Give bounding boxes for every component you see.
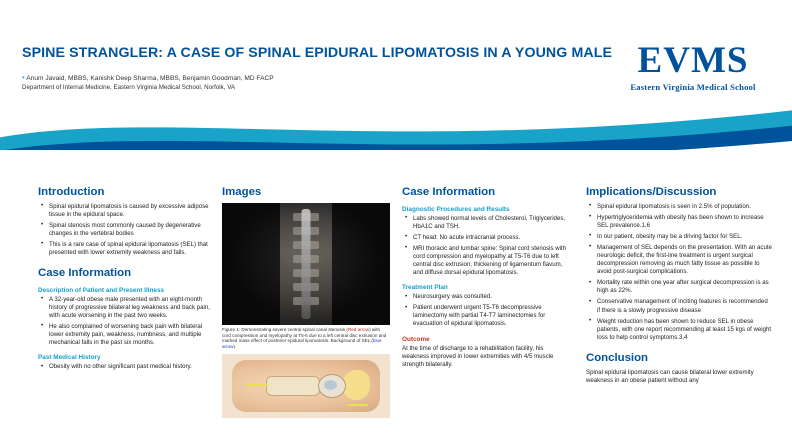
- list-item: • Neurosurgery was consulted.: [413, 293, 570, 301]
- column-implications: [586, 186, 772, 388]
- header-wave-decoration: [0, 88, 792, 150]
- section-heading-introduction: Introduction: [38, 186, 105, 198]
- section-heading-conclusion: Conclusion: [586, 351, 649, 364]
- figure-caption-post: ).: [233, 344, 237, 350]
- list-item: • Labs showed normal levels of Cholesterol, Triglycerides, HbA1C and TSH.: [413, 215, 570, 231]
- list-item: • Management of SEL depends on the presentation. With an acute neurologic deficit, the first-line treatment is urgent surgical decompression removing as much fatty tissue as possible to avoid post-surgical complications.: [597, 244, 772, 276]
- subsection-present-illness: Description of Patient and Present Illness: [38, 286, 165, 294]
- list-item: • Obesity with no other significant past medical history.: [49, 363, 210, 371]
- poster-header: [0, 0, 792, 150]
- anatomy-epidural-fat: [342, 370, 370, 400]
- list-item: • In our patient, obesity may be a driving factor for SEL.: [597, 233, 772, 241]
- list-item: • Spinal epidural lipomatosis is seen in 2.5% of population.: [597, 203, 772, 211]
- mri-image-glow: [222, 203, 390, 325]
- bullet-icon: •: [22, 73, 25, 82]
- list-item: • Conservative management of inciting features is recommended if there is a slowly progressive disease: [597, 298, 772, 314]
- figure-caption-red-arrow: Red arrow: [347, 326, 370, 332]
- anatomy-disc: [266, 376, 320, 396]
- section-heading-case-information: Case Information: [38, 267, 132, 280]
- page-title: SPINE STRANGLER: A CASE OF SPINAL EPIDURAL LIPOMATOSIS IN A YOUNG MALE: [22, 45, 613, 61]
- evms-logo: [608, 42, 778, 92]
- list-item: • Mortality rate within one year after surgical decompression is as high as 22%.: [597, 279, 772, 295]
- list-item: • MRI thoracic and lumbar spine: Spinal cord stenosis with cord compression and myelopathy at T5-T6 due to left central disc extrusion, thickening of ligamentum flavum, and diffuse dorsal epidural lipomatosis.: [413, 245, 570, 277]
- list-item: • A 32-year-old obese male presented with an eight-month history of progressive bilateral leg weakness and back pain, with acute worsening in the past two weeks.: [49, 296, 210, 320]
- author-list: [22, 72, 622, 84]
- list-item: • This is a rare case of spinal epidural lipomatosis (SEL) that presented with lower extremity weakness and falls.: [49, 241, 210, 257]
- column-introduction: [38, 186, 210, 374]
- introduction-list: [38, 203, 210, 258]
- section-heading-case-information-2: Case Information: [402, 186, 496, 198]
- list-item: • Spinal epidural lipomatosis is caused by excessive adipose tissue in the epidural space.: [49, 203, 210, 219]
- subsection-outcome: Outcome: [402, 335, 430, 343]
- conclusion-text: Spinal epidural lipomatosis can cause bilateral lower extremity weakness in an obese patient without any: [586, 368, 754, 384]
- section-heading-images: Images: [222, 186, 262, 198]
- treatment-list: [402, 293, 570, 328]
- outcome-text: At the time of discharge to a rehabilitation facility, his weakness improved in lower extremities with 4/5 muscle strength bilaterally.: [402, 344, 554, 369]
- mri-spine-image: [222, 203, 390, 325]
- diagnostic-list: [402, 215, 570, 278]
- figure-caption-pre: Figure 1: Demonstrating severe central spinal canal stenosis (: [222, 326, 348, 332]
- logo-subtitle: Eastern Virginia Medical School: [630, 82, 756, 92]
- list-item: • CT head: No acute intracranial process.: [413, 234, 570, 242]
- anatomy-illustration: [222, 354, 390, 418]
- figure-caption-blue-arrow: blue arrow: [222, 338, 382, 350]
- implications-list: [586, 203, 772, 342]
- list-item: • Weight reduction has been shown to reduce SEL in obese patients, with one report recommending at least 15 kgs of weight loss to help control symptoms.3,4: [597, 318, 772, 342]
- list-item: • He also complained of worsening back pain with bilateral lower extremity pain, weakness, numbness, and multiple mechanical falls in the past six months.: [49, 323, 210, 347]
- logo-wordmark: EVMS: [637, 40, 749, 81]
- author-names: Anum Javaid, MBBS, Kanishk Deep Sharma, MBBS, Benjamin Goodman, MD FACP: [26, 75, 274, 82]
- present-illness-list: [38, 296, 210, 348]
- affiliation: Department of Internal Medicine, Eastern Virginia Medical School, Norfolk, VA: [22, 84, 235, 91]
- past-medical-history-list: [38, 363, 210, 371]
- subsection-past-medical-history: Past Medical History: [38, 354, 101, 362]
- subsection-treatment-plan: Treatment Plan: [402, 284, 448, 292]
- subsection-diagnostic-procedures: Diagnostic Procedures and Results: [402, 205, 510, 213]
- section-heading-implications: Implications/Discussion: [586, 186, 717, 198]
- poster-body: [0, 186, 792, 445]
- list-item: • Spinal stenosis most commonly caused by degenerative changes in the vertebral bodies: [49, 222, 210, 238]
- column-case-information: [402, 186, 570, 372]
- column-images: [222, 186, 390, 418]
- figure-caption-mid: ) with cord compression and myelopathy at T5-6 due to a left central disc extrusion and marked mass effect of posterior epidural lipomatosis. Background of SEL (: [222, 326, 387, 344]
- list-item: • Patient underwent urgent T5-T6 decompressive laminectomy with partial T4-T7 laminectomies for evacuation of epidural lipomatosis.: [413, 304, 570, 328]
- figure-caption: [222, 327, 390, 351]
- list-item: • Hypertriglyceridemia with obesity has been shown to increase SEL prevalence.1,6: [597, 214, 772, 230]
